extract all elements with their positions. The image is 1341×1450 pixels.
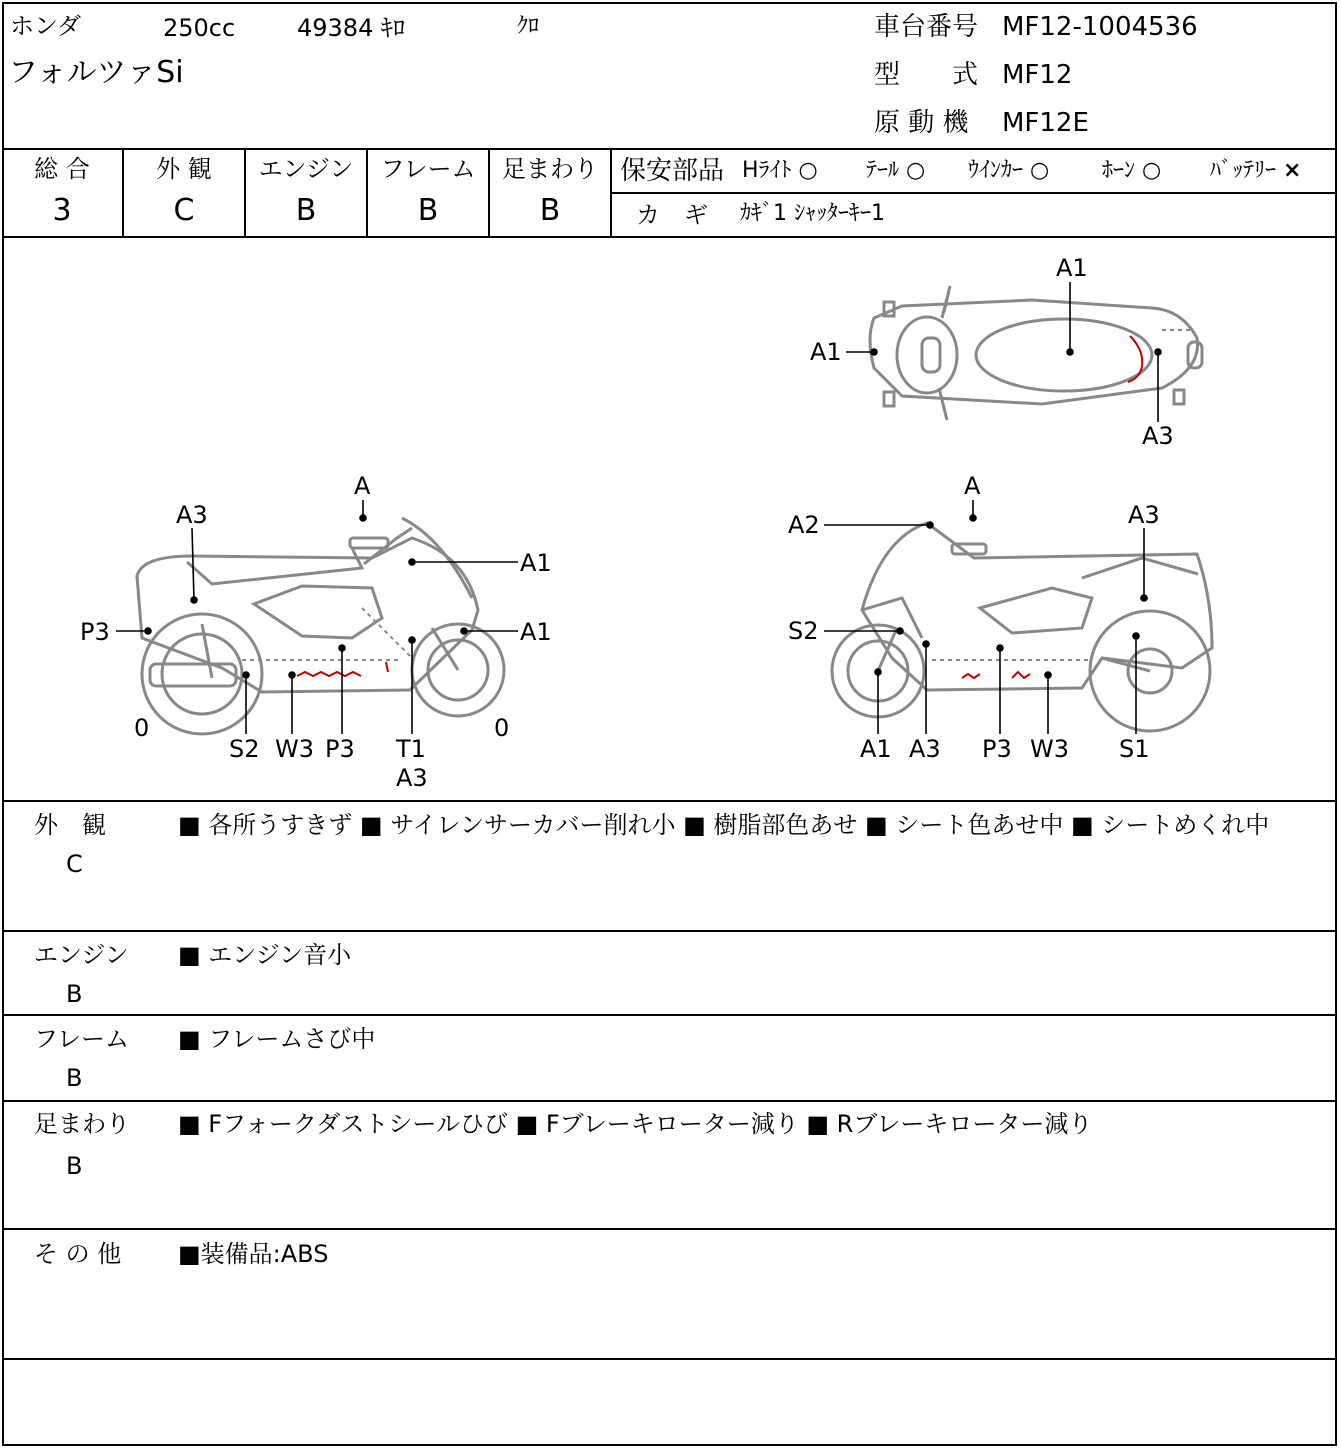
label-left-s2: S2 xyxy=(229,735,260,763)
remark-text-frame: ■ フレームさび中 xyxy=(178,1025,376,1053)
remark-grade-suspension: B xyxy=(66,1152,83,1180)
label-right-a3: A3 xyxy=(909,735,941,763)
label-left-a3-bottom: A3 xyxy=(396,764,428,792)
grade-header-exterior: 外 観 xyxy=(156,155,212,183)
grade-exterior: C xyxy=(173,193,195,228)
label-top-a1-left: A1 xyxy=(810,338,842,366)
grade-header-frame: フレーム xyxy=(380,155,476,183)
grade-suspension: B xyxy=(539,193,561,228)
top-view-scooter xyxy=(870,286,1202,420)
label-left-a1-lower: A1 xyxy=(520,618,552,646)
label-left-p3-bottom: P3 xyxy=(325,735,355,763)
label-right-a2: A2 xyxy=(788,511,820,539)
label-top-a3: A3 xyxy=(1142,422,1174,450)
remark-label-suspension: 足まわり xyxy=(34,1110,130,1138)
remark-label-exterior: 外 観 xyxy=(34,811,106,839)
model-name: フォルツァSi xyxy=(8,55,184,90)
grade-overall: 3 xyxy=(52,193,72,228)
remark-text-engine: ■ エンジン音小 xyxy=(178,941,352,969)
label-left-t1: T1 xyxy=(396,735,426,763)
remark-text-exterior: ■ 各所うすきず ■ サイレンサーカバー削れ小 ■ 樹脂部色あせ ■ シート色あせ中 ■ シートめくれ中 xyxy=(178,811,1270,839)
mileage: 49384 ｷﾛ xyxy=(297,14,405,42)
remark-label-other: そ の 他 xyxy=(34,1240,122,1268)
remark-label-frame: フレーム xyxy=(34,1025,130,1053)
frame-no-label: 車台番号 xyxy=(874,12,979,42)
label-right-a1: A1 xyxy=(860,735,892,763)
label-left-a: A xyxy=(354,472,371,500)
label-left-w3: W3 xyxy=(275,735,314,763)
engine-value: MF12E xyxy=(1002,108,1089,138)
label-left-zero-right: 0 xyxy=(494,714,510,742)
type-label: 型 式 xyxy=(874,60,979,90)
grade-frame: B xyxy=(417,193,439,228)
grade-engine: B xyxy=(295,193,317,228)
safety-item-tail: ﾃｰﾙ ○ xyxy=(866,158,926,183)
divider xyxy=(2,1014,1337,1016)
safety-item-winker: ｳｲﾝｶｰ ○ xyxy=(968,158,1050,183)
label-top-a1: A1 xyxy=(1056,254,1088,282)
key-label: カ ギ xyxy=(636,201,708,229)
label-right-a3-top: A3 xyxy=(1128,501,1160,529)
label-right-a: A xyxy=(964,472,981,500)
grade-header-overall: 総 合 xyxy=(34,155,90,183)
leader-lines xyxy=(116,282,1161,734)
frame-no: MF12-1004536 xyxy=(1002,12,1198,42)
damage-marks xyxy=(297,336,1142,678)
label-left-a3-top: A3 xyxy=(176,501,208,529)
label-right-w3: W3 xyxy=(1030,735,1069,763)
type-value: MF12 xyxy=(1002,60,1073,90)
label-left-p3: P3 xyxy=(80,618,110,646)
engine-label: 原 動 機 xyxy=(874,108,969,138)
label-left-a1-upper: A1 xyxy=(520,549,552,577)
label-right-p3: P3 xyxy=(982,735,1012,763)
key-value: ｶｷﾞ1 ｼｬｯﾀｰｷｰ1 xyxy=(740,201,885,226)
label-right-s2: S2 xyxy=(788,617,819,645)
remark-text-suspension: ■ Fフォークダストシールひび ■ Fブレーキローター減り ■ Rブレーキローター減り xyxy=(178,1110,1093,1138)
remark-grade-engine: B xyxy=(66,980,83,1008)
divider xyxy=(2,148,1337,150)
divider xyxy=(2,1358,1337,1360)
safety-item-battery: ﾊﾞｯﾃﾘｰ × xyxy=(1210,158,1302,183)
divider xyxy=(2,800,1337,802)
maker: ホンダ xyxy=(10,12,82,40)
damage-diagram xyxy=(2,238,1337,800)
label-right-s1: S1 xyxy=(1119,735,1150,763)
grade-header-suspension: 足まわり xyxy=(502,155,598,183)
right-view-scooter xyxy=(832,523,1212,731)
remark-grade-exterior: C xyxy=(66,850,83,878)
divider xyxy=(612,192,1337,194)
displacement: 250cc xyxy=(163,14,236,42)
safety-item-horn: ﾎｰﾝ ○ xyxy=(1102,158,1162,183)
safety-item-headlight: Hﾗｲﾄ ○ xyxy=(742,158,818,183)
divider xyxy=(2,1100,1337,1102)
divider xyxy=(2,1228,1337,1230)
label-left-zero-left: 0 xyxy=(134,714,150,742)
divider xyxy=(2,930,1337,932)
remark-grade-frame: B xyxy=(66,1064,83,1092)
color: ｸﾛ xyxy=(517,14,540,39)
remark-text-other: ■装備品:ABS xyxy=(178,1240,329,1268)
safety-label: 保安部品 xyxy=(620,156,725,186)
remark-label-engine: エンジン xyxy=(34,941,129,969)
grade-header-engine: エンジン xyxy=(258,155,354,183)
